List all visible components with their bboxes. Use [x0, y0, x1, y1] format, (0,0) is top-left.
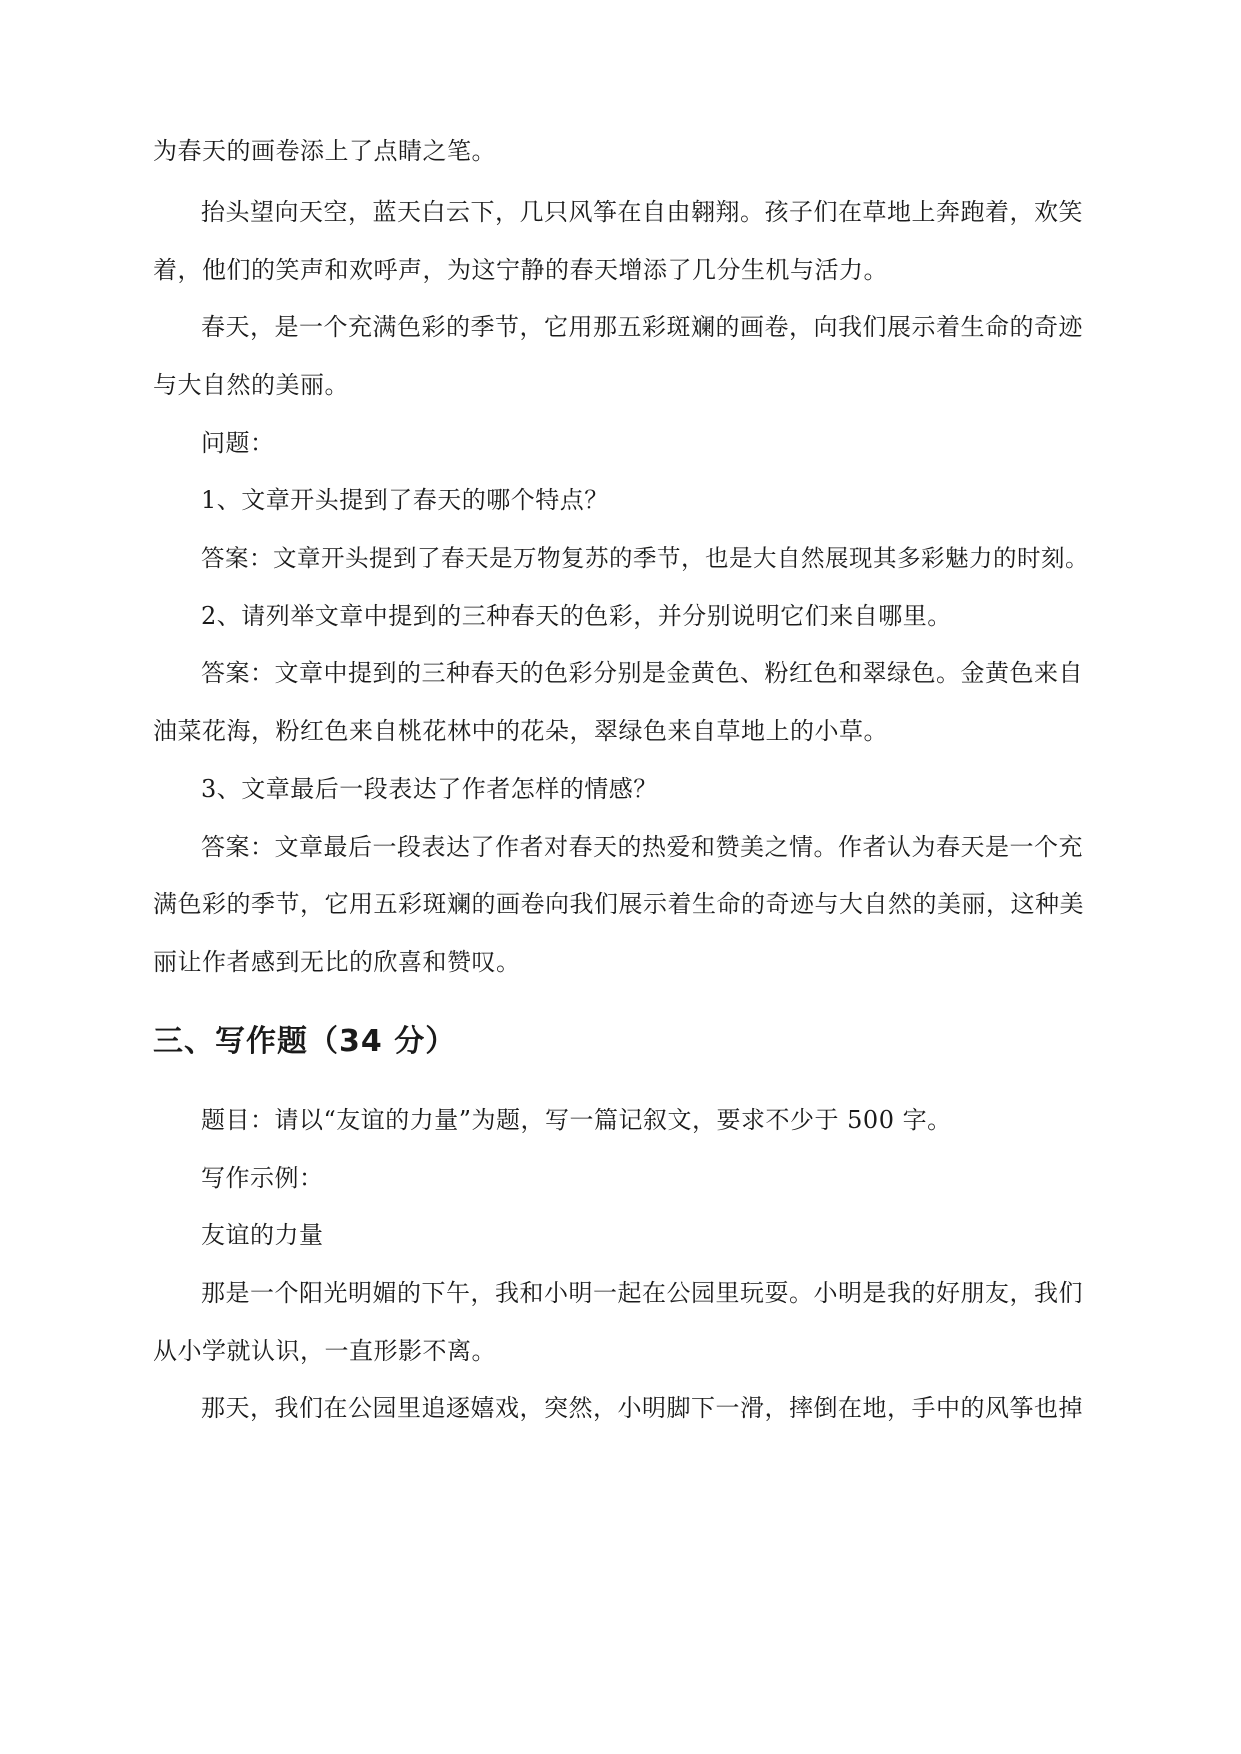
answer-3: 答案：文章最后一段表达了作者对春天的热爱和赞美之情。作者认为春天是一个充	[201, 833, 1083, 861]
answer-2-continued: 油菜花海，粉红色来自桃花林中的花朵，翠绿色来自草地上的小草。	[153, 717, 888, 745]
answer-1: 答案：文章开头提到了春天是万物复苏的季节，也是大自然展现其多彩魅力的时刻。	[201, 544, 1089, 572]
paragraph-line: 与大自然的美丽。	[153, 371, 349, 399]
paragraph-line: 从小学就认识，一直形影不离。	[153, 1337, 496, 1365]
paragraph-line: 抬头望向天空，蓝天白云下，几只风筝在自由翱翔。孩子们在草地上奔跑着，欢笑	[201, 198, 1083, 226]
question-1: 1、文章开头提到了春天的哪个特点？	[201, 486, 609, 514]
question-2: 2、请列举文章中提到的三种春天的色彩，并分别说明它们来自哪里。	[201, 602, 952, 630]
answer-3-continued: 满色彩的季节，它用五彩斑斓的画卷向我们展示着生命的奇迹与大自然的美丽，这种美	[153, 890, 1084, 918]
writing-prompt: 题目：请以“友谊的力量”为题，写一篇记叙文，要求不少于 500 字。	[201, 1106, 952, 1134]
answer-3-continued: 丽让作者感到无比的欣喜和赞叹。	[153, 948, 521, 976]
paragraph-line: 那是一个阳光明媚的下午，我和小明一起在公园里玩耍。小明是我的好朋友，我们	[201, 1279, 1083, 1307]
example-label: 写作示例：	[201, 1164, 324, 1192]
section-heading: 三、写作题（34 分）	[153, 1024, 457, 1059]
answer-2: 答案：文章中提到的三种春天的色彩分别是金黄色、粉红色和翠绿色。金黄色来自	[201, 659, 1083, 687]
question-3: 3、文章最后一段表达了作者怎样的情感？	[201, 775, 658, 803]
questions-label: 问题：	[201, 429, 275, 457]
essay-title: 友谊的力量	[201, 1221, 324, 1249]
paragraph-line: 春天，是一个充满色彩的季节，它用那五彩斑斓的画卷，向我们展示着生命的奇迹	[201, 313, 1083, 341]
paragraph-line: 那天，我们在公园里追逐嬉戏，突然，小明脚下一滑，摔倒在地，手中的风筝也掉	[201, 1394, 1083, 1422]
paragraph-line: 着，他们的笑声和欢呼声，为这宁静的春天增添了几分生机与活力。	[153, 256, 888, 284]
paragraph-line: 为春天的画卷添上了点睛之笔。	[153, 137, 496, 165]
